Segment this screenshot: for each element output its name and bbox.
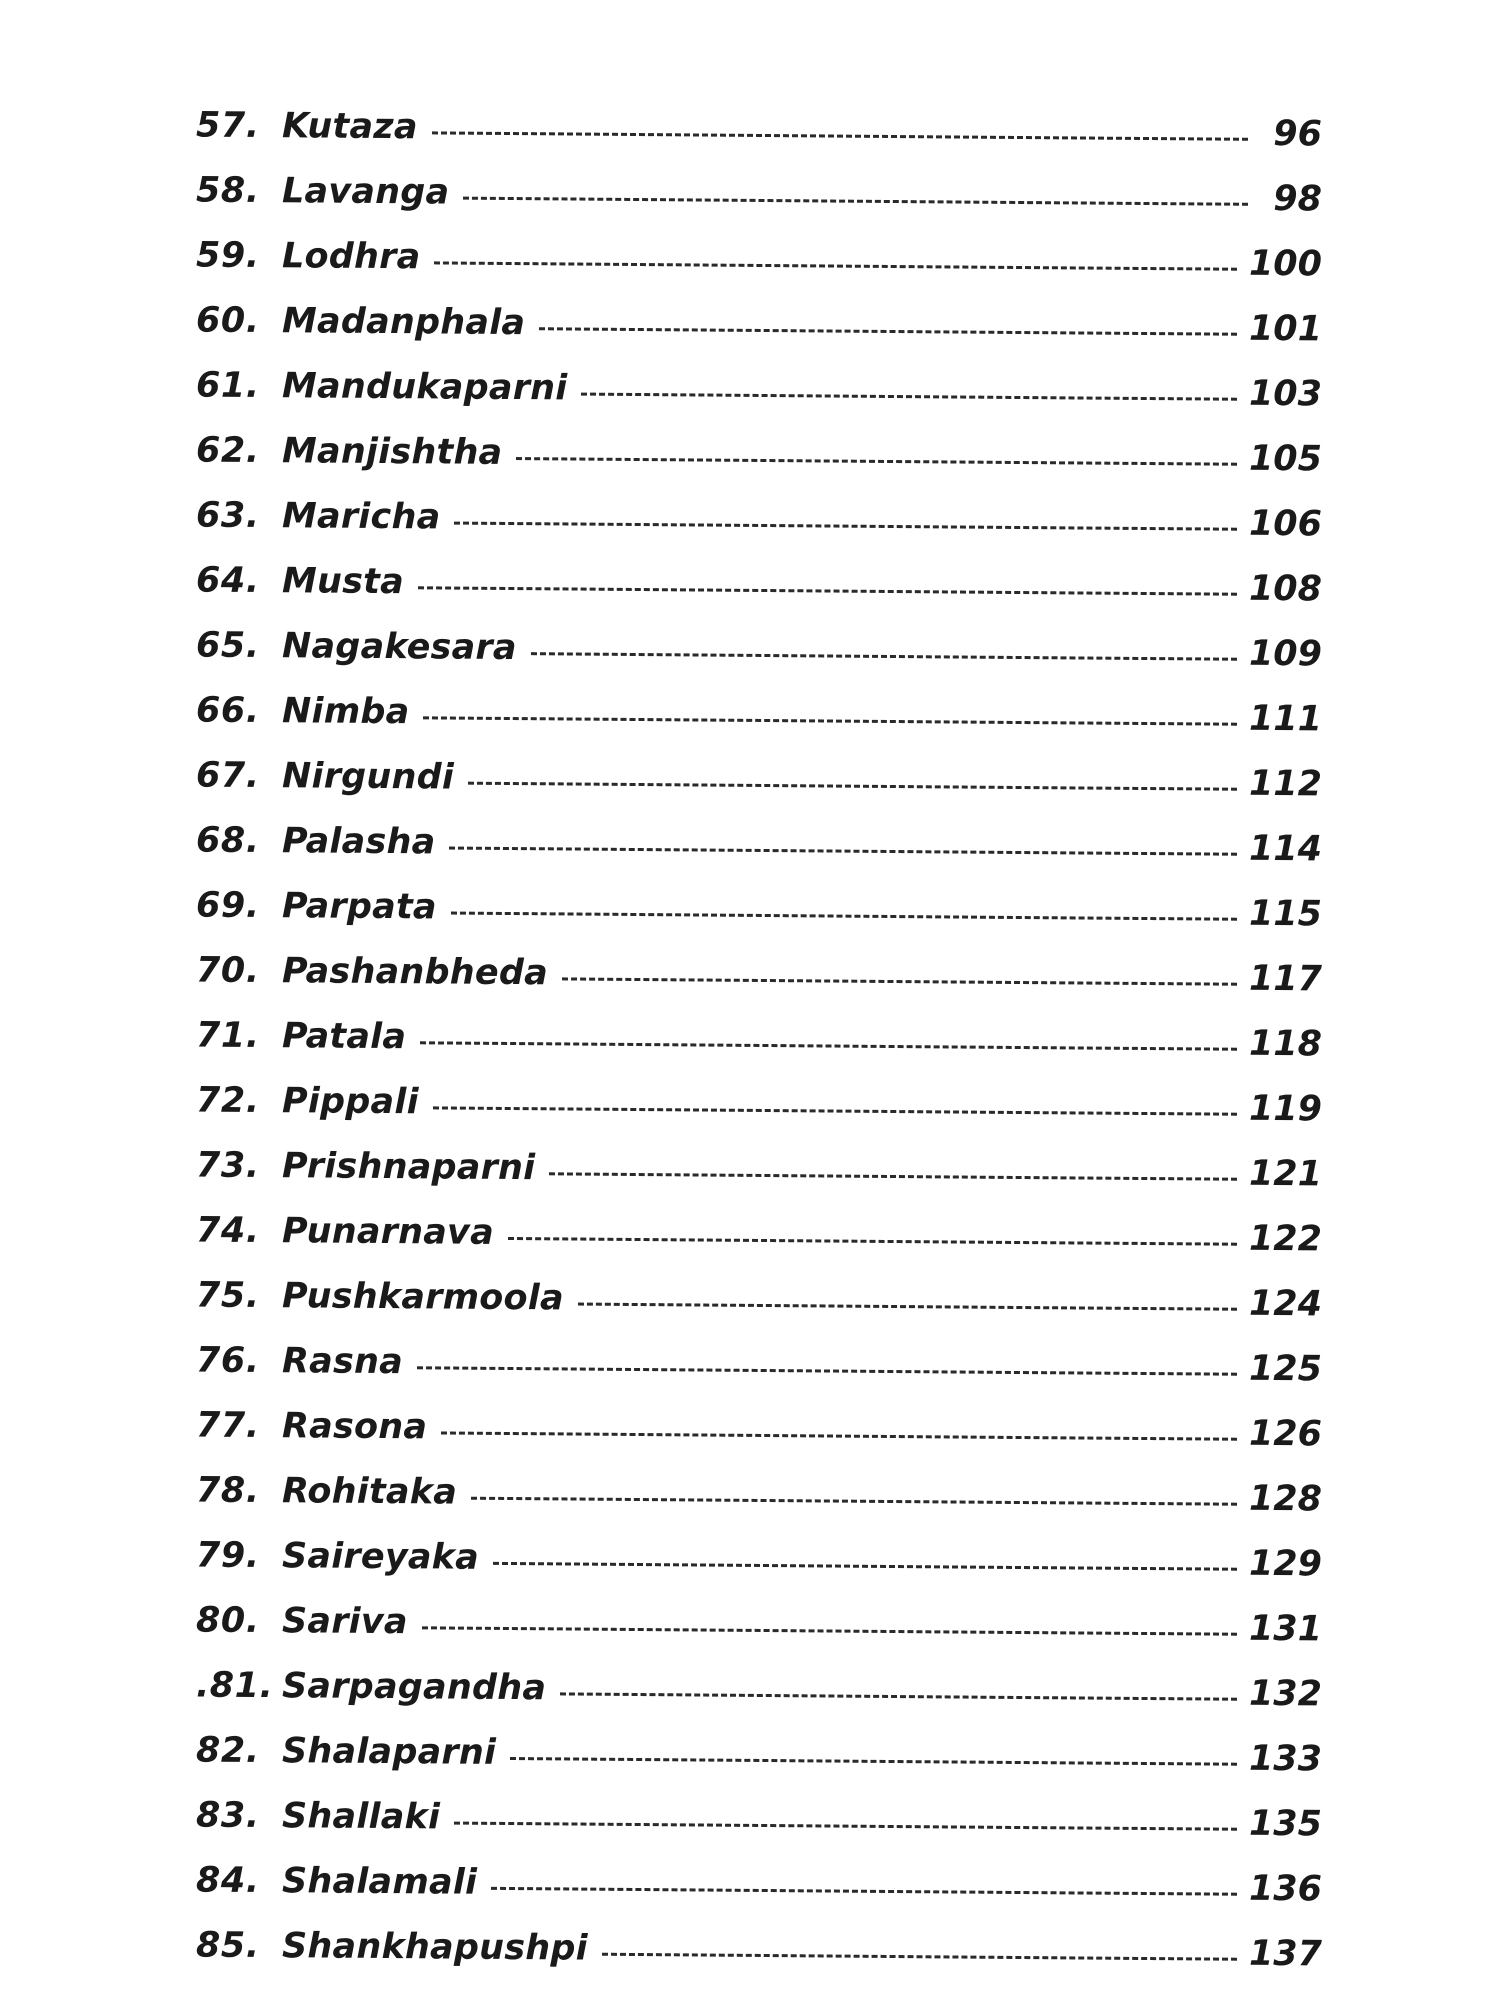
toc-entry bbox=[282, 1464, 1322, 1526]
entry-page-number: 126 bbox=[1248, 1413, 1322, 1455]
toc-entry bbox=[282, 1139, 1322, 1201]
entry-page-number: 109 bbox=[1248, 633, 1322, 675]
entry-title: Shalamali bbox=[282, 1861, 478, 1903]
entry-number: 58. bbox=[196, 170, 260, 212]
entry-title: Rohitaka bbox=[282, 1471, 458, 1513]
entry-number: 85. bbox=[196, 1925, 260, 1967]
toc-row bbox=[0, 1657, 1500, 1723]
dot-leader bbox=[423, 716, 1237, 725]
entry-title: Parpata bbox=[282, 886, 437, 928]
toc-entry bbox=[282, 1724, 1322, 1786]
entry-number: 63. bbox=[196, 495, 260, 537]
entry-number: 73. bbox=[196, 1145, 260, 1187]
entry-title: Lodhra bbox=[282, 236, 421, 278]
entry-title: Prishnaparni bbox=[282, 1146, 536, 1189]
dot-leader bbox=[531, 652, 1237, 661]
entry-page-number: 117 bbox=[1248, 958, 1322, 1000]
toc-entry bbox=[282, 1854, 1322, 1916]
entry-number: 76. bbox=[196, 1340, 260, 1382]
entry-page-number: 125 bbox=[1248, 1348, 1322, 1390]
entry-title: Maricha bbox=[282, 496, 441, 538]
toc-row bbox=[0, 1852, 1500, 1918]
dot-leader bbox=[418, 586, 1237, 595]
entry-number: 82. bbox=[196, 1730, 260, 1772]
entry-page-number: 115 bbox=[1248, 893, 1322, 935]
toc-entry bbox=[282, 229, 1322, 291]
toc-row bbox=[0, 1787, 1500, 1853]
entry-title: Rasona bbox=[282, 1406, 428, 1448]
entry-page-number: 108 bbox=[1248, 568, 1322, 610]
toc-row bbox=[0, 942, 1500, 1008]
toc-entry bbox=[282, 164, 1322, 226]
entry-title: Patala bbox=[282, 1016, 407, 1058]
entry-page-number: 135 bbox=[1248, 1803, 1322, 1845]
toc-entry bbox=[282, 1529, 1322, 1591]
entry-number: 78. bbox=[196, 1470, 260, 1512]
toc-row bbox=[0, 1202, 1500, 1268]
entry-title: Rasna bbox=[282, 1341, 403, 1383]
toc-row bbox=[0, 617, 1500, 683]
dot-leader bbox=[422, 1626, 1237, 1635]
dot-leader bbox=[539, 327, 1237, 335]
entry-page-number: 106 bbox=[1248, 503, 1322, 545]
dot-leader bbox=[454, 1821, 1237, 1830]
entry-page-number: 114 bbox=[1248, 828, 1322, 870]
entry-page-number: 101 bbox=[1248, 308, 1322, 350]
entry-number: 72. bbox=[196, 1080, 260, 1122]
toc-row bbox=[0, 292, 1500, 358]
dot-leader bbox=[516, 457, 1237, 466]
entry-title: Punarnava bbox=[282, 1211, 494, 1253]
dot-leader bbox=[578, 1302, 1237, 1310]
entry-title: Nirgundi bbox=[282, 756, 455, 798]
toc-row bbox=[0, 1397, 1500, 1463]
toc-row bbox=[0, 487, 1500, 553]
entry-title: Shallaki bbox=[282, 1796, 441, 1838]
toc-entry bbox=[282, 879, 1322, 941]
dot-leader bbox=[602, 1952, 1237, 1960]
dot-leader bbox=[463, 196, 1248, 205]
toc-row bbox=[0, 1462, 1500, 1528]
entry-number: 69. bbox=[196, 885, 260, 927]
entry-number: 70. bbox=[196, 950, 260, 992]
entry-page-number: 136 bbox=[1248, 1868, 1322, 1910]
entry-page-number: 133 bbox=[1248, 1738, 1322, 1780]
entry-title: Lavanga bbox=[282, 171, 450, 213]
toc-row bbox=[0, 1137, 1500, 1203]
entry-number: 74. bbox=[196, 1210, 260, 1252]
toc-entry bbox=[282, 1594, 1322, 1656]
entry-page-number: 98 bbox=[1273, 179, 1322, 220]
entry-title: Mandukaparni bbox=[282, 366, 568, 409]
toc-entry bbox=[282, 1919, 1322, 1981]
toc-row bbox=[0, 1267, 1500, 1333]
entry-number: 62. bbox=[196, 430, 260, 472]
toc-row bbox=[0, 422, 1500, 488]
entry-title: Saireyaka bbox=[282, 1536, 479, 1578]
entry-page-number: 118 bbox=[1248, 1023, 1322, 1065]
dot-leader bbox=[471, 1496, 1237, 1505]
entry-page-number: 105 bbox=[1248, 438, 1322, 480]
dot-leader bbox=[493, 1561, 1237, 1570]
entry-title: Pushkarmoola bbox=[282, 1276, 564, 1319]
dot-leader bbox=[451, 911, 1237, 920]
dot-leader bbox=[432, 131, 1248, 140]
entry-page-number: 119 bbox=[1248, 1088, 1322, 1130]
toc-entry bbox=[282, 1009, 1322, 1071]
entry-title: Kutaza bbox=[282, 106, 418, 148]
entry-page-number: 103 bbox=[1248, 373, 1322, 415]
entry-title: Pippali bbox=[282, 1081, 419, 1123]
toc-row bbox=[0, 1917, 1500, 1983]
entry-number: 71. bbox=[196, 1015, 260, 1057]
entry-page-number: 100 bbox=[1248, 243, 1322, 285]
entry-title: Sarpagandha bbox=[282, 1666, 547, 1709]
dot-leader bbox=[560, 1692, 1237, 1700]
toc-entry bbox=[282, 1659, 1322, 1721]
entry-number: 83. bbox=[196, 1795, 260, 1837]
toc-entry bbox=[282, 619, 1322, 681]
dot-leader bbox=[434, 261, 1237, 270]
entry-number: 67. bbox=[196, 755, 260, 797]
toc-row bbox=[0, 877, 1500, 943]
entry-title: Pashanbheda bbox=[282, 951, 548, 994]
toc-row bbox=[0, 812, 1500, 878]
entry-page-number: 128 bbox=[1248, 1478, 1322, 1520]
toc-entry bbox=[282, 294, 1322, 356]
entry-page-number: 132 bbox=[1248, 1673, 1322, 1715]
dot-leader bbox=[454, 521, 1237, 530]
toc-entry bbox=[282, 749, 1322, 811]
toc-row bbox=[0, 227, 1500, 293]
entry-number: 59. bbox=[196, 235, 260, 277]
dot-leader bbox=[549, 1172, 1237, 1180]
entry-title: Palasha bbox=[282, 821, 436, 863]
dot-leader bbox=[441, 1431, 1237, 1440]
entry-title: Shankhapushpi bbox=[282, 1926, 588, 1969]
toc-row bbox=[0, 1527, 1500, 1593]
dot-leader bbox=[433, 1106, 1237, 1115]
entry-page-number: 137 bbox=[1248, 1933, 1322, 1975]
entry-page-number: 122 bbox=[1248, 1218, 1322, 1260]
entry-page-number: 129 bbox=[1248, 1543, 1322, 1585]
dot-leader bbox=[508, 1236, 1237, 1245]
toc-row bbox=[0, 1722, 1500, 1788]
toc-entry bbox=[282, 1074, 1322, 1136]
toc-row bbox=[0, 1072, 1500, 1138]
entry-page-number: 112 bbox=[1248, 763, 1322, 805]
toc-entry bbox=[282, 1334, 1322, 1396]
toc-row bbox=[0, 357, 1500, 423]
entry-title: Musta bbox=[282, 561, 404, 603]
dot-leader bbox=[491, 1886, 1237, 1895]
toc-row bbox=[0, 162, 1500, 228]
entry-number: 79. bbox=[196, 1535, 260, 1577]
entry-title: Madanphala bbox=[282, 301, 526, 344]
toc-row bbox=[0, 1007, 1500, 1073]
toc-entry bbox=[282, 554, 1322, 616]
entry-number: 84. bbox=[196, 1860, 260, 1902]
dot-leader bbox=[417, 1366, 1237, 1375]
toc-row bbox=[0, 97, 1500, 163]
entry-number: 75. bbox=[196, 1275, 260, 1317]
toc-entry bbox=[282, 944, 1322, 1006]
entry-title: Sariva bbox=[282, 1601, 408, 1643]
dot-leader bbox=[562, 977, 1237, 985]
dot-leader bbox=[581, 392, 1236, 400]
toc-row bbox=[0, 1332, 1500, 1398]
toc-entry bbox=[282, 359, 1322, 421]
toc-entry bbox=[282, 424, 1322, 486]
toc-entry bbox=[282, 1269, 1322, 1331]
entry-number: .81. bbox=[196, 1665, 274, 1707]
entry-number: 68. bbox=[196, 820, 260, 862]
entry-title: Manjishtha bbox=[282, 431, 503, 473]
toc-entry bbox=[282, 1204, 1322, 1266]
entry-number: 61. bbox=[196, 365, 260, 407]
toc-row bbox=[0, 682, 1500, 748]
entry-title: Nimba bbox=[282, 691, 410, 733]
toc-entry bbox=[282, 1399, 1322, 1461]
entry-number: 77. bbox=[196, 1405, 260, 1447]
entry-number: 57. bbox=[196, 105, 260, 147]
toc-row bbox=[0, 747, 1500, 813]
dot-leader bbox=[449, 846, 1237, 855]
toc-entry bbox=[282, 814, 1322, 876]
entry-number: 80. bbox=[196, 1600, 260, 1642]
dot-leader bbox=[468, 781, 1237, 790]
entry-page-number: 111 bbox=[1248, 698, 1322, 740]
dot-leader bbox=[420, 1041, 1237, 1050]
toc-entry bbox=[282, 1789, 1322, 1851]
entry-number: 66. bbox=[196, 690, 260, 732]
entry-number: 65. bbox=[196, 625, 260, 667]
dot-leader bbox=[510, 1757, 1237, 1766]
entry-page-number: 96 bbox=[1273, 114, 1322, 155]
entry-page-number: 121 bbox=[1248, 1153, 1322, 1195]
toc-row bbox=[0, 1592, 1500, 1658]
entry-page-number: 131 bbox=[1248, 1608, 1322, 1650]
entry-title: Nagakesara bbox=[282, 626, 517, 669]
toc-entry bbox=[282, 684, 1322, 746]
entry-number: 60. bbox=[196, 300, 260, 342]
entry-number: 64. bbox=[196, 560, 260, 602]
entry-page-number: 124 bbox=[1248, 1283, 1322, 1325]
toc-entry bbox=[282, 99, 1322, 161]
entry-title: Shalaparni bbox=[282, 1731, 497, 1773]
toc-entry bbox=[282, 489, 1322, 551]
toc-row bbox=[0, 552, 1500, 618]
